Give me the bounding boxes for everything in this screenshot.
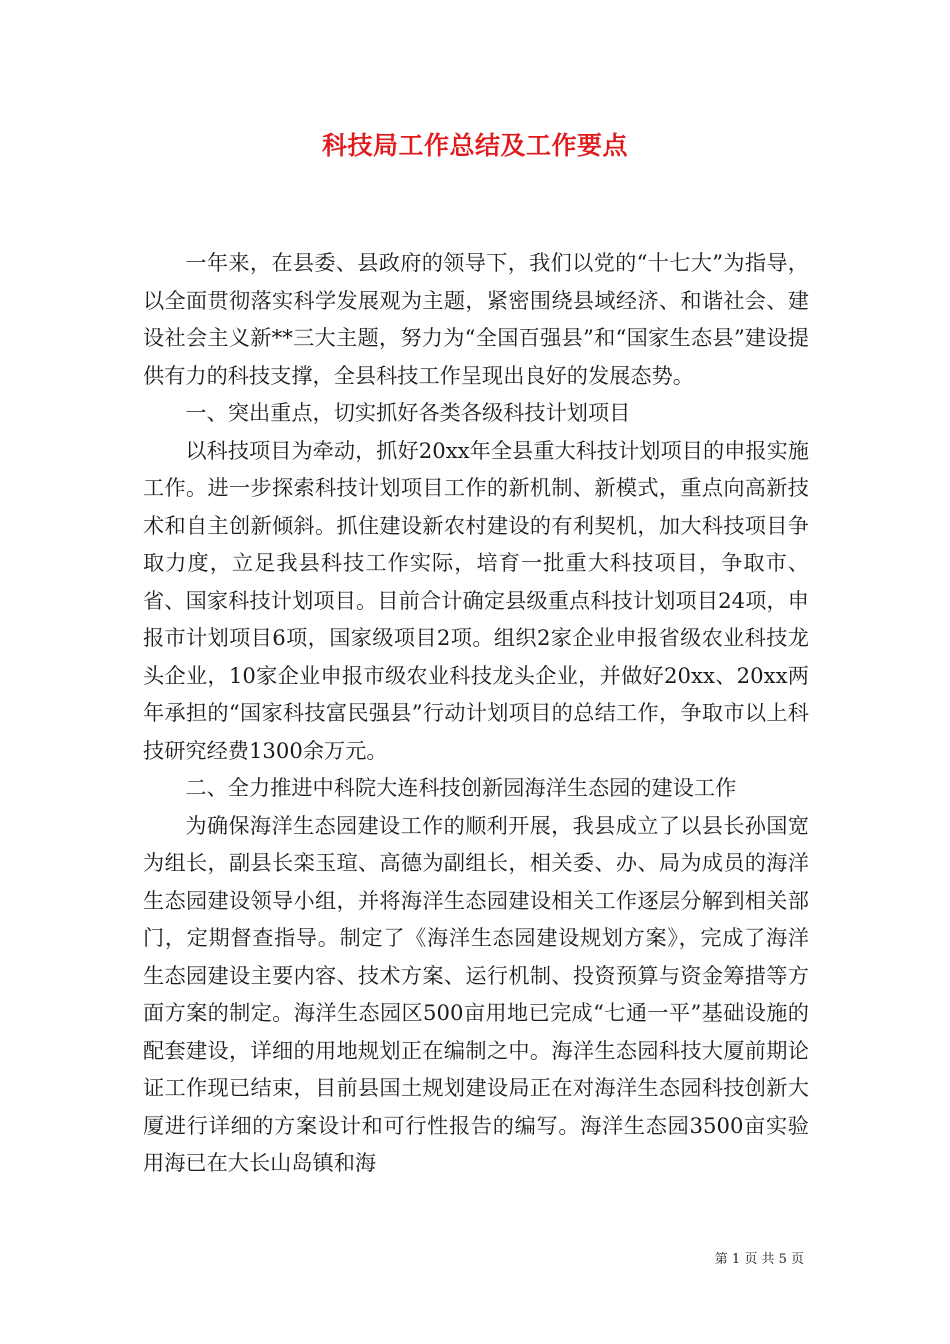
page-title: 科技局工作总结及工作要点 (321, 131, 628, 160)
section-heading-1: 一、突出重点，切实抓好各类各级科技计划项目 (185, 400, 631, 425)
page-footer: 第 1 页 共 5 页 (714, 1252, 804, 1267)
document-body (143, 244, 809, 1182)
section-heading-2: 二、全力推进中科院大连科技创新园海洋生态园的建设工作 (185, 775, 737, 800)
intro-paragraph: 一年来，在县委、县政府的领导下，我们以党的“十七大”为指导，以全面贯彻落实科学发展观为主题，紧密围绕县域经济、和谐社会、建设社会主义新**三大主题，努力为“全国百强县”和“国家生态县”建设提供有力的科技支撑，全县科技工作呈现出良好的发展态势。 (143, 250, 809, 388)
section-1-paragraph: 以科技项目为牵动，抓好20xx年全县重大科技计划项目的申报实施工作。进一步探索科技计划项目工作的新机制、新模式，重点向高新技术和自主创新倾斜。抓住建设新农村建设的有利契机，加大科技项目争取力度，立足我县科技工作实际，培育一批重大科技项目，争取市、省、国家科技计划项目。目前合计确定县级重点科技计划项目24项，申报市计划项目6项，国家级项目2项。组织2家企业申报省级农业科技龙头企业，10家企业申报市级农业科技龙头企业，并做好20xx、20xx两年承担的“国家科技富民强县”行动计划项目的总结工作，争取市以上科技研究经费1300余万元。 (143, 437, 809, 763)
section-2-paragraph: 为确保海洋生态园建设工作的顺利开展，我县成立了以县长孙国宽为组长，副县长栾玉瑄、高德为副组长，相关委、办、局为成员的海洋生态园建设领导小组，并将海洋生态园建设相关工作逐层分解到相关部门，定期督查指导。制定了《海洋生态园建设规划方案》，完成了海洋生态园建设主要内容、技术方案、运行机制、投资预算与资金筹措等方面方案的制定。海洋生态园区500亩用地已完成“七通一平”基础设施的配套建设，详细的用地规划正在编制之中。海洋生态园科技大厦前期论证工作现已结束，目前县国土规划建设局正在对海洋生态园科技创新大厦进行详细的方案设计和可行性报告的编写。海洋生态园3500亩实验用海已在大长山岛镇和海 (143, 812, 809, 1175)
